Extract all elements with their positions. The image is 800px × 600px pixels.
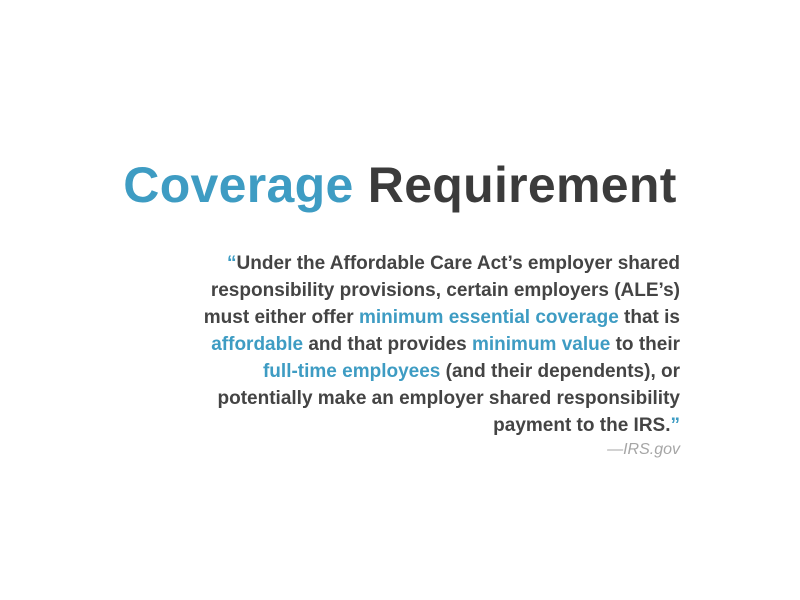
quote-text: responsibility provisions, certain employers (ALE’s) — [210, 280, 680, 301]
highlight-minimum-value: minimum value — [472, 334, 611, 355]
close-quote-mark: ” — [670, 415, 680, 436]
quote-text: payment to the IRS. — [493, 415, 671, 436]
quote-text: and that provides — [303, 334, 472, 355]
quote-text: that is — [618, 307, 680, 328]
quote-line — [100, 385, 680, 412]
quote-source: —IRS.gov — [607, 441, 680, 458]
highlight-affordable: affordable — [211, 334, 304, 355]
highlight-minimum-essential-coverage: minimum essential coverage — [358, 307, 619, 328]
quote-line — [100, 331, 680, 358]
quote-line — [100, 304, 680, 331]
title-dark-word: Requirement — [367, 157, 677, 213]
quote-line — [100, 250, 680, 277]
quote-text: potentially make an employer shared responsibility — [217, 388, 680, 409]
quote-text: must either offer — [203, 307, 359, 328]
quote-line — [100, 277, 680, 304]
quote-text: to their — [610, 334, 680, 355]
quote-line — [100, 358, 680, 385]
quote-line — [100, 412, 680, 439]
quote-text: (and their dependents), or — [440, 361, 680, 382]
quote-text: Under the Affordable Care Act’s employer shared — [236, 253, 680, 274]
open-quote-mark: “ — [227, 253, 237, 274]
slide-title — [0, 150, 800, 220]
title-accent-word: Coverage — [123, 157, 354, 213]
highlight-full-time-employees: full-time employees — [262, 361, 441, 382]
quote-block — [100, 250, 680, 439]
